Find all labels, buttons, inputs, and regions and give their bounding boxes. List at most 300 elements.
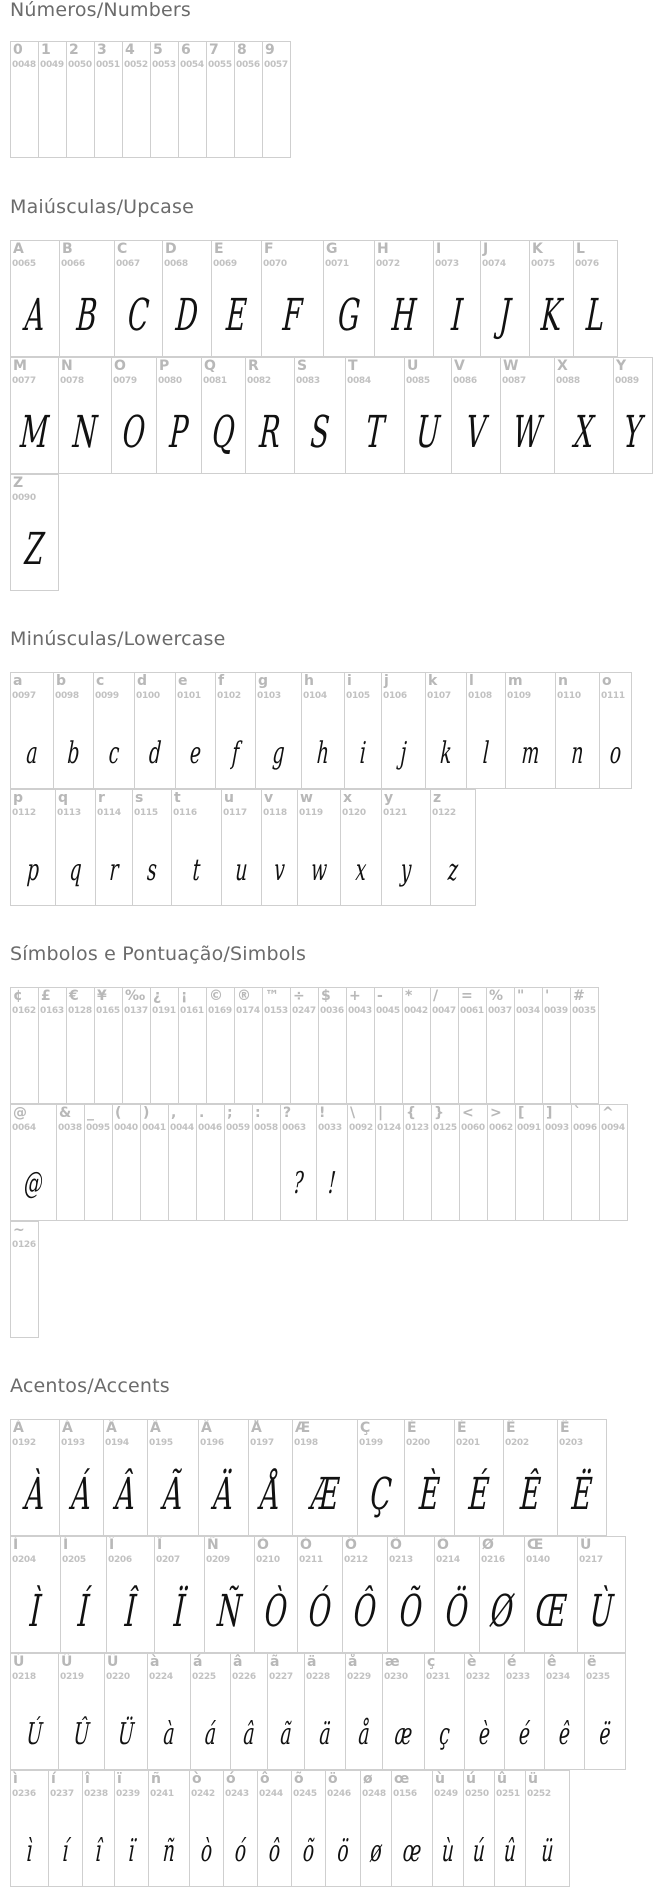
- char-glyph: C: [126, 290, 151, 341]
- char-label: c: [96, 673, 105, 689]
- char-cell: [430, 789, 476, 906]
- char-code: 0102: [217, 691, 241, 701]
- char-label: k: [428, 673, 438, 689]
- char-glyph: Ê: [518, 1469, 543, 1520]
- char-glyph: [154, 1032, 175, 1102]
- char-glyph: [351, 1149, 372, 1219]
- char-label: !: [319, 1105, 326, 1121]
- char-cell: [381, 789, 431, 906]
- char-cell: [38, 987, 67, 1104]
- char-glyph: Ï: [172, 1586, 187, 1637]
- char-code: 0199: [359, 1438, 383, 1448]
- char-cell: [201, 357, 246, 474]
- char-cell: [10, 789, 56, 906]
- char-cell: [504, 1653, 545, 1770]
- char-glyph: [463, 1149, 484, 1219]
- char-cell: [178, 987, 207, 1104]
- char-cell: [505, 672, 556, 789]
- char-label: I: [436, 241, 442, 257]
- accents-row-1: [10, 1419, 606, 1536]
- char-label: ¡: [181, 988, 188, 1004]
- char-code: 0163: [40, 1006, 64, 1016]
- char-code: 0232: [466, 1672, 490, 1682]
- char-cell: [374, 987, 403, 1104]
- char-cell: [10, 240, 60, 357]
- char-code: 0174: [236, 1006, 260, 1016]
- char-label: E: [214, 241, 224, 257]
- char-cell: [95, 789, 133, 906]
- char-label: ;: [227, 1105, 233, 1121]
- char-label: ê: [547, 1654, 557, 1670]
- char-glyph: k: [439, 736, 453, 771]
- char-code: 0218: [12, 1672, 36, 1682]
- char-glyph: Y: [622, 407, 644, 458]
- char-code: 0053: [152, 60, 176, 70]
- char-label: í: [51, 1771, 56, 1787]
- char-label: -: [377, 988, 383, 1004]
- char-code: 0227: [269, 1672, 293, 1682]
- section-title-numbers: Números/Numbers: [10, 0, 191, 21]
- char-code: 0048: [12, 60, 36, 70]
- char-code: 0216: [481, 1555, 505, 1565]
- char-cell: [544, 1653, 585, 1770]
- char-glyph: [14, 1266, 35, 1336]
- char-cell: [140, 1104, 169, 1221]
- char-glyph: [14, 82, 35, 152]
- char-code: 0094: [601, 1123, 625, 1133]
- char-code: 0200: [406, 1438, 430, 1448]
- char-code: 0064: [12, 1123, 36, 1133]
- char-label: J: [483, 241, 489, 257]
- char-code: 0056: [236, 60, 260, 70]
- char-label: u: [224, 790, 234, 806]
- char-label: Ò: [257, 1537, 269, 1553]
- char-label: B: [62, 241, 73, 257]
- char-cell: [211, 240, 262, 357]
- char-glyph: [518, 1032, 539, 1102]
- char-label: X: [557, 358, 568, 374]
- char-cell: [178, 41, 207, 158]
- char-glyph: ö: [336, 1834, 350, 1869]
- char-code: 0039: [544, 1006, 568, 1016]
- char-label: r: [98, 790, 105, 806]
- char-cell: [557, 1419, 607, 1536]
- char-code: 0193: [61, 1438, 85, 1448]
- char-glyph: F: [281, 290, 304, 341]
- section-title-symbols: Símbolos e Pontuação/Simbols: [10, 943, 307, 965]
- char-label: ö: [328, 1771, 338, 1787]
- char-code: 0207: [156, 1555, 180, 1565]
- char-label: \: [350, 1105, 356, 1121]
- char-code: 0105: [346, 691, 370, 701]
- char-glyph: ñ: [161, 1834, 177, 1869]
- char-glyph: b: [66, 736, 81, 771]
- char-cell: [10, 474, 59, 591]
- char-cell: [404, 1419, 455, 1536]
- char-label: Ø: [482, 1537, 494, 1553]
- char-code: 0201: [456, 1438, 480, 1448]
- section-title-accents: Acentos/Accents: [10, 1375, 170, 1397]
- char-label: ™: [265, 988, 279, 1004]
- char-code: 0061: [460, 1006, 484, 1016]
- char-glyph: â: [242, 1717, 256, 1752]
- char-code: 0089: [615, 376, 639, 386]
- char-glyph: l: [481, 736, 491, 771]
- char-label: >: [490, 1105, 502, 1121]
- char-code: 0118: [263, 808, 287, 818]
- char-code: 0109: [507, 691, 531, 701]
- char-glyph: ï: [127, 1834, 136, 1869]
- char-cell: [316, 1104, 348, 1221]
- char-label: Î: [109, 1537, 115, 1553]
- char-glyph: Ó: [307, 1586, 333, 1637]
- char-cell: [542, 987, 571, 1104]
- char-glyph: È: [417, 1469, 442, 1520]
- char-label: f: [218, 673, 225, 689]
- char-code: 0228: [306, 1672, 330, 1682]
- char-code: 0066: [61, 259, 85, 269]
- char-glyph: Ñ: [215, 1586, 244, 1637]
- char-label: o: [602, 673, 612, 689]
- char-label: M: [13, 358, 27, 374]
- char-glyph: y: [399, 853, 413, 888]
- char-glyph: Ú: [25, 1717, 44, 1752]
- char-code: 0080: [158, 376, 182, 386]
- char-code: 0121: [383, 808, 407, 818]
- char-code: 0062: [489, 1123, 513, 1133]
- char-code: 0224: [149, 1672, 173, 1682]
- char-cell: [577, 1536, 626, 1653]
- char-label: @: [13, 1105, 27, 1121]
- char-cell: [257, 1770, 292, 1887]
- char-cell: [503, 1419, 558, 1536]
- char-code: 0204: [12, 1555, 36, 1565]
- char-label: V: [454, 358, 465, 374]
- char-label: &: [59, 1105, 72, 1121]
- char-label: ò: [192, 1771, 202, 1787]
- symbols-row-1: [10, 987, 598, 1104]
- char-code: 0051: [96, 60, 120, 70]
- char-cell: [10, 1770, 49, 1887]
- char-label: .: [199, 1105, 205, 1121]
- char-code: 0073: [435, 259, 459, 269]
- char-glyph: A: [23, 290, 47, 341]
- char-cell: [10, 1653, 59, 1770]
- char-label: $: [321, 988, 331, 1004]
- char-label: W: [503, 358, 519, 374]
- char-label: ,: [171, 1105, 177, 1121]
- char-cell: [432, 1770, 464, 1887]
- char-code: 0126: [12, 1240, 36, 1250]
- char-label: g: [258, 673, 269, 689]
- char-code: 0244: [259, 1789, 283, 1799]
- char-cell: [56, 1104, 85, 1221]
- char-glyph: [406, 1032, 427, 1102]
- char-code: 0198: [294, 1438, 318, 1448]
- char-glyph: P: [168, 407, 190, 458]
- char-label: %: [489, 988, 504, 1004]
- char-code: 0074: [482, 259, 506, 269]
- char-cell: [529, 240, 574, 357]
- char-code: 0235: [586, 1672, 610, 1682]
- char-label: ù: [435, 1771, 445, 1787]
- char-label: Ö: [437, 1537, 449, 1553]
- char-code: 0055: [208, 60, 232, 70]
- char-glyph: [574, 1032, 595, 1102]
- char-glyph: [116, 1149, 137, 1219]
- char-label: m: [508, 673, 523, 689]
- section-title-lowercase: Minúsculas/Lowercase: [10, 628, 226, 650]
- char-label: œ: [394, 1771, 410, 1787]
- char-cell: [570, 987, 599, 1104]
- char-label: =: [461, 988, 473, 1004]
- char-code: 0038: [58, 1123, 82, 1133]
- char-label: Ú: [13, 1654, 25, 1670]
- char-label: Ë: [560, 1420, 570, 1436]
- char-code: 0070: [263, 259, 287, 269]
- section-title-upcase: Maiúsculas/Upcase: [10, 196, 195, 218]
- char-cell: [381, 672, 426, 789]
- char-glyph: G: [336, 290, 362, 341]
- char-cell: [168, 1104, 197, 1221]
- char-label: n: [558, 673, 568, 689]
- char-code: 0122: [432, 808, 456, 818]
- char-code: 0238: [84, 1789, 108, 1799]
- char-label: õ: [294, 1771, 304, 1787]
- char-label: q: [58, 790, 69, 806]
- char-cell: [221, 789, 262, 906]
- char-code: 0042: [404, 1006, 428, 1016]
- char-cell: [573, 240, 618, 357]
- char-glyph: É: [467, 1469, 491, 1520]
- char-code: 0165: [96, 1006, 120, 1016]
- char-cell: [402, 987, 431, 1104]
- char-label: /: [433, 988, 439, 1004]
- char-glyph: ô: [267, 1834, 282, 1869]
- char-cell: [555, 672, 600, 789]
- char-glyph: Æ: [309, 1469, 341, 1520]
- char-cell: [571, 1104, 600, 1221]
- char-cell: [318, 987, 347, 1104]
- char-cell: [230, 1653, 268, 1770]
- char-label: â: [233, 1654, 243, 1670]
- char-glyph: Í: [76, 1586, 91, 1637]
- char-code: 0113: [57, 808, 81, 818]
- symbols-row-2: [10, 1104, 627, 1221]
- char-glyph: H: [390, 290, 418, 341]
- char-label: x: [343, 790, 353, 806]
- char-code: 0092: [349, 1123, 373, 1133]
- char-glyph: S: [309, 407, 332, 458]
- char-label: ú: [466, 1771, 476, 1787]
- char-glyph: Z: [23, 524, 46, 575]
- char-code: 0100: [136, 691, 160, 701]
- char-code: 0046: [198, 1123, 222, 1133]
- char-code: 0251: [496, 1789, 520, 1799]
- char-glyph: [435, 1149, 456, 1219]
- char-code: 0078: [60, 376, 84, 386]
- char-glyph: [547, 1149, 568, 1219]
- char-code: 0041: [142, 1123, 166, 1133]
- char-cell: [599, 672, 632, 789]
- char-code: 0093: [545, 1123, 569, 1133]
- char-label: C: [117, 241, 128, 257]
- char-glyph: u: [234, 853, 249, 888]
- char-cell: [93, 672, 135, 789]
- char-code: 0252: [527, 1789, 551, 1799]
- char-code: 0097: [12, 691, 36, 701]
- char-glyph: p: [25, 853, 41, 888]
- char-code: 0117: [223, 808, 247, 818]
- char-code: 0162: [12, 1006, 36, 1016]
- char-cell: [196, 1104, 225, 1221]
- char-glyph: W: [511, 407, 544, 458]
- numbers-row-1: [10, 41, 290, 158]
- char-code: 0114: [97, 808, 121, 818]
- char-label: å: [348, 1654, 358, 1670]
- char-glyph: m: [520, 736, 541, 771]
- char-glyph: [42, 1032, 63, 1102]
- char-glyph: R: [258, 407, 282, 458]
- char-cell: [10, 672, 54, 789]
- char-glyph: ú: [471, 1834, 487, 1869]
- char-label: À: [13, 1420, 24, 1436]
- char-code: 0088: [556, 376, 580, 386]
- char-glyph: i: [358, 736, 368, 771]
- char-glyph: E: [224, 290, 249, 341]
- char-code: 0205: [62, 1555, 86, 1565]
- char-glyph: Q: [210, 407, 237, 458]
- char-glyph: [42, 82, 63, 152]
- char-glyph: x: [354, 853, 368, 888]
- char-cell: [255, 672, 302, 789]
- char-cell: [147, 1419, 199, 1536]
- char-cell: [486, 987, 515, 1104]
- accents-row-4: [10, 1770, 569, 1887]
- char-glyph: á: [203, 1717, 218, 1752]
- char-label: ): [143, 1105, 150, 1121]
- char-glyph: [462, 1032, 483, 1102]
- char-cell: [375, 1104, 404, 1221]
- char-label: ä: [307, 1654, 317, 1670]
- char-cell: [464, 1653, 505, 1770]
- char-cell: [494, 1770, 526, 1887]
- char-cell: [345, 1653, 383, 1770]
- char-glyph: é: [517, 1717, 532, 1752]
- char-label: Ã: [150, 1420, 161, 1436]
- char-code: 0217: [579, 1555, 603, 1565]
- char-glyph: å: [357, 1717, 371, 1752]
- char-glyph: M: [18, 407, 51, 458]
- char-glyph: N: [71, 407, 99, 458]
- char-label: Ì: [13, 1537, 19, 1553]
- char-label: è: [467, 1654, 477, 1670]
- char-glyph: L: [584, 290, 607, 341]
- char-code: 0243: [225, 1789, 249, 1799]
- char-label: 6: [181, 42, 191, 58]
- char-glyph: g: [271, 736, 286, 771]
- char-glyph: Û: [72, 1717, 91, 1752]
- char-label: û: [497, 1771, 507, 1787]
- char-cell: [206, 987, 235, 1104]
- char-glyph: ?: [292, 1166, 305, 1201]
- char-cell: [500, 357, 555, 474]
- char-cell: [599, 1104, 628, 1221]
- char-label: `: [574, 1105, 581, 1121]
- char-code: 0107: [427, 691, 451, 701]
- char-glyph: À: [23, 1469, 47, 1520]
- char-glyph: Å: [259, 1469, 283, 1520]
- char-code: 0197: [250, 1438, 274, 1448]
- char-code: 0040: [114, 1123, 138, 1133]
- char-cell: [301, 672, 345, 789]
- char-glyph: [126, 1032, 147, 1102]
- char-cell: [154, 1536, 205, 1653]
- char-label: á: [193, 1654, 203, 1670]
- symbols-row-3: [10, 1221, 38, 1338]
- char-glyph: [294, 1032, 315, 1102]
- char-label: à: [150, 1654, 160, 1670]
- char-code: 0140: [526, 1555, 550, 1565]
- char-label: ì: [13, 1771, 18, 1787]
- char-cell: [304, 1653, 346, 1770]
- char-cell: [175, 672, 216, 789]
- char-cell: [345, 357, 405, 474]
- char-label: L: [576, 241, 585, 257]
- char-cell: [38, 41, 67, 158]
- char-code: 0049: [40, 60, 64, 70]
- char-cell: [261, 789, 298, 906]
- char-cell: [245, 357, 295, 474]
- char-label: P: [159, 358, 170, 374]
- char-cell: [162, 240, 212, 357]
- char-code: 0035: [572, 1006, 596, 1016]
- char-cell: [204, 1536, 255, 1653]
- char-code: 0119: [299, 808, 323, 818]
- char-cell: [297, 789, 341, 906]
- char-code: 0194: [105, 1438, 129, 1448]
- char-cell: [280, 1104, 317, 1221]
- char-code: 0169: [208, 1006, 232, 1016]
- char-code: 0234: [546, 1672, 570, 1682]
- char-glyph: v: [273, 853, 286, 888]
- char-glyph: Ç: [368, 1469, 394, 1520]
- char-glyph: t: [191, 853, 202, 888]
- lowercase-row-2: [10, 789, 475, 906]
- char-label: U: [407, 358, 419, 374]
- char-code: 0246: [327, 1789, 351, 1799]
- char-glyph: [575, 1149, 596, 1219]
- char-code: 0249: [434, 1789, 458, 1799]
- char-code: 0123: [405, 1123, 429, 1133]
- char-cell: [53, 672, 94, 789]
- char-glyph: ü: [540, 1834, 555, 1869]
- char-glyph: [200, 1149, 221, 1219]
- char-label: ®: [237, 988, 251, 1004]
- char-label: ô: [260, 1771, 270, 1787]
- char-cell: [122, 41, 151, 158]
- char-label: Ê: [506, 1420, 516, 1436]
- char-cell: [198, 1419, 249, 1536]
- char-glyph: ó: [233, 1834, 248, 1869]
- char-glyph: I: [449, 290, 465, 341]
- char-glyph: [14, 1032, 35, 1102]
- char-code: 0202: [505, 1438, 529, 1448]
- char-label: Ó: [300, 1537, 312, 1553]
- char-cell: [425, 672, 467, 789]
- char-cell: [325, 1770, 361, 1887]
- char-glyph: a: [25, 736, 39, 771]
